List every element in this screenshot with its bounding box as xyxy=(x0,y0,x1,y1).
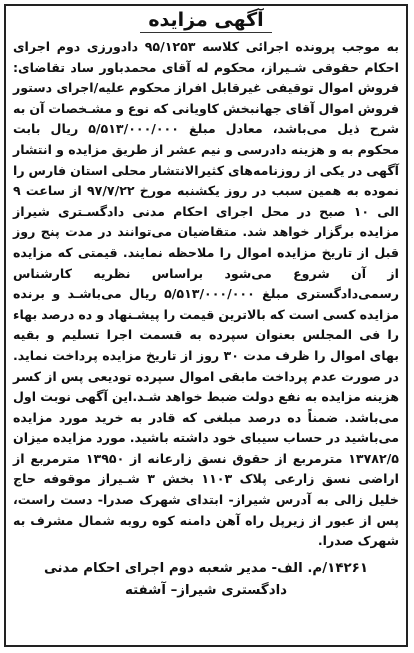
notice-signature xyxy=(12,558,400,602)
notice-title: آگهی مزایده xyxy=(140,8,271,33)
signature-line-office: ۱۴۲۶۱/م. الف- مدیر شعبه دوم اجرای احکام مدنی xyxy=(43,560,369,576)
notice-body: به موجب پرونده اجرائی کلاسه ۹۵/۱۲۵۳ دادورزی دوم اجرای احکام حقوقی شـیراز، محکوم له آقای محمدباور ساد تقاضای: فروش اموال توقیفی غیرقابل افراز محکوم علیه/اجرای دستور فروش اموال آقای جهانبخش کاویانی که نوع و مشـخصات آن به شرح ذیل می‌باشد، معادل مبلغ ۵/۵۱۳/۰۰۰/۰۰۰ ریال بابت محکوم به و هزینه دادرسی و نیم عشر از طریق مزایده و انتشار آگهی در یکی از روزنامه‌های کثیرالانتشار محلی استان فارس را نموده به همین سبب در روز یکشنبه مورخ ۹۷/۷/۲۲ از ساعت ۹ الی ۱۰ صبح در محل اجرای احکام مدنی دادگسـتری شیراز مزایده برگزار خواهد شد. متقاضیان می‌توانند در مدت پنج روز قبل از تاریخ مزایده اموال را ملاحظه نمایند. قیمتی که مزایده از آن شروع می‌شود براساس نظریه کارشناس رسمی‌دادگستری مبلغ ۵/۵۱۳/۰۰۰/۰۰۰ ریال می‌باشـد و برنده مزایده کسی است که بالاترین قیمت را پیشـنهاد و ده درصد بهاء را فی المجلس بعنوان سپرده به قسمت اجرا تسلیم و بقیه بهای اموال را ظرف مدت ۳۰ روز از تاریخ مزایده پرداخت نماید. در صورت عدم پرداخت مابقی اموال سپرده تودیعی پس از کسر هزینه مزایده به نفع دولت ضبط خواهد شـد.این آگهی نوبت اول می‌باشد. ضمناً ده درصد مبلغی که قادر به خرید مورد مزایده می‌باشید در حساب سیبای خود داشته باشید. مورد مزایده میزان ۱۳۷۸۲/۵ مترمربع از حقوق نسق زارعانه از ۱۳۹۵۰ مترمربع از اراضی نسق زارعی پلاک ۱۱۰۳ بخش ۳ شـیراز موقوفه حاج خلیل زالی به آدرس شیراز- ابتدای شهرک صدرا- دست راست، پس از عبور از زیرپل راه آهن دامنه کوه روبه شمال مشرف به شهرک صدرا. xyxy=(13,39,400,549)
auction-notice xyxy=(4,4,408,647)
notice-header xyxy=(6,7,406,35)
signature-line-court: دادگستری شیراز– آشفته xyxy=(124,582,288,598)
